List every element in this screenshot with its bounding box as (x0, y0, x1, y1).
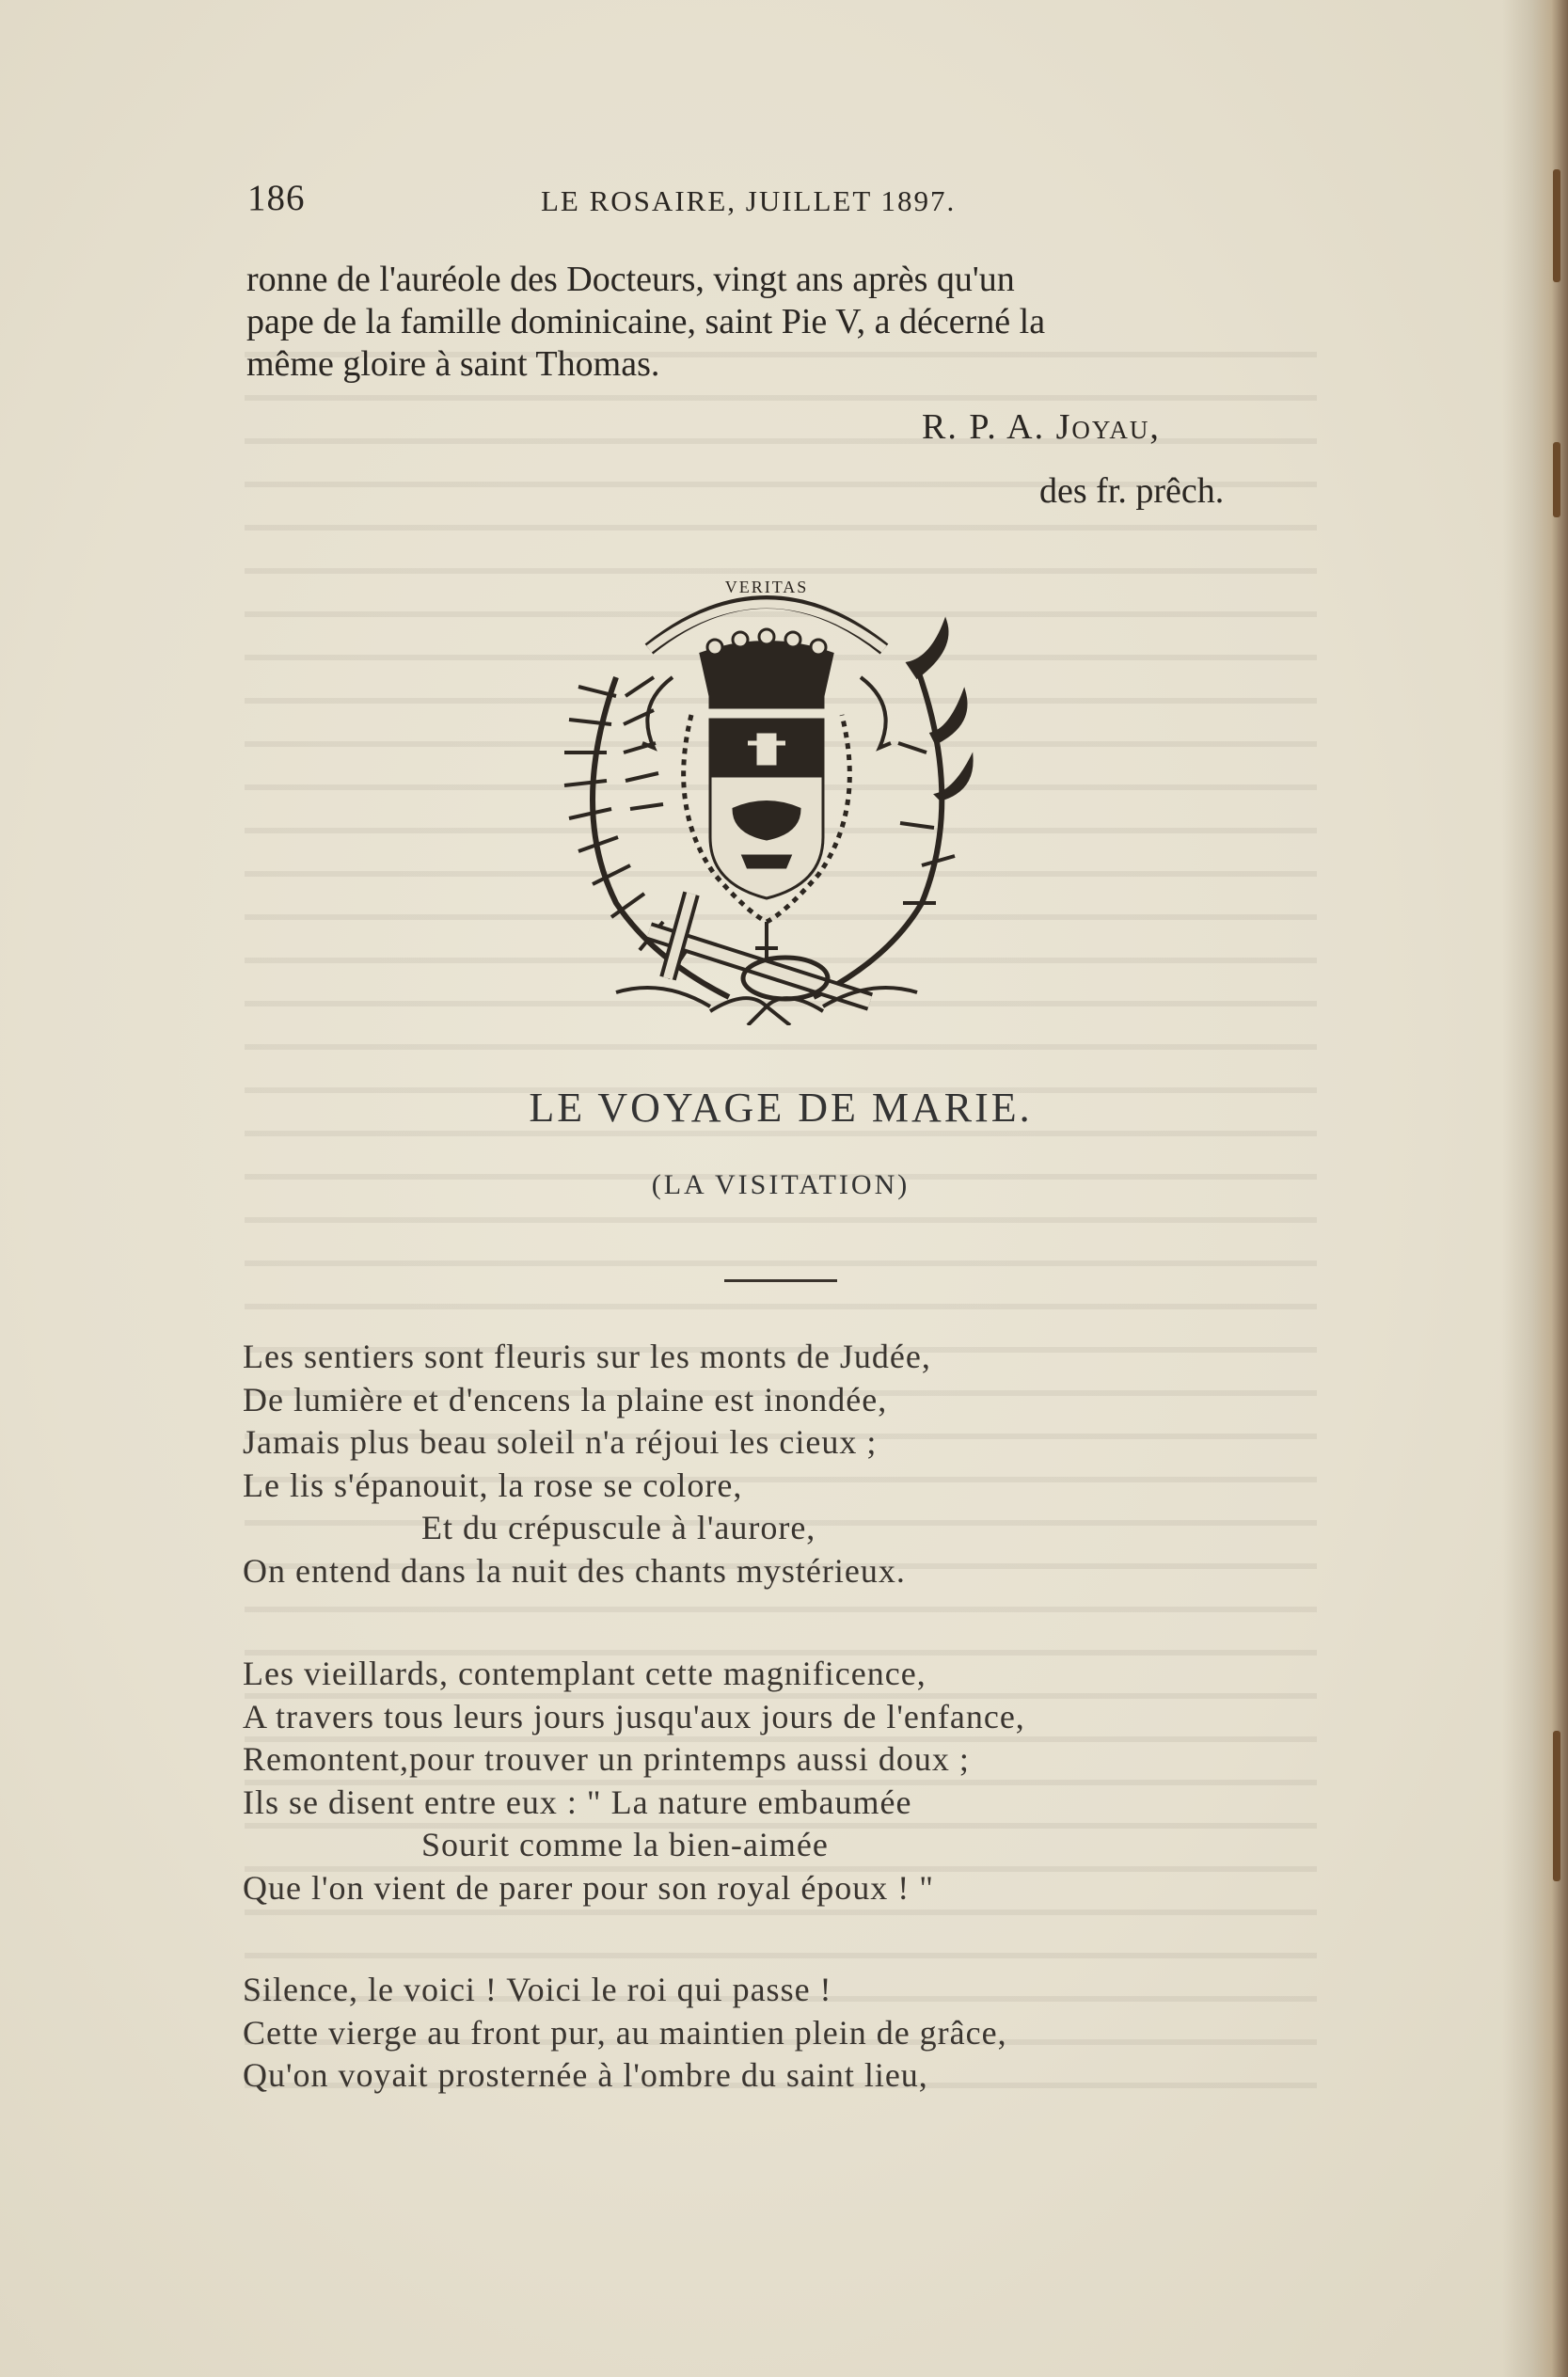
verse-line-indented: Sourit comme la bien-aimée (421, 1826, 829, 1863)
author-initials: R. P. A. (922, 407, 1056, 447)
verse-line: Silence, le voici ! Voici le roi qui passe ! (243, 1971, 832, 2008)
verse-line: Les vieillards, contemplant cette magnificence, (243, 1655, 927, 1692)
verse-line: A travers tous leurs jours jusqu'aux jours de l'enfance, (243, 1697, 1025, 1735)
prose-line: même gloire à saint Thomas. (246, 344, 660, 384)
verse-line: Que l'on vient de parer pour son royal époux ! " (243, 1868, 934, 1907)
verse-line: Cette vierge au front pur, au maintien plein de grâce, (243, 2013, 1007, 2052)
running-title: LE ROSAIRE, JUILLET 1897. (541, 184, 957, 217)
verse-line: Les sentiers sont fleuris sur les monts de Judée, (243, 1338, 931, 1375)
page-edge-shadow (1502, 0, 1568, 2377)
verse-line: Ils se disent entre eux : " La nature embaumée (243, 1783, 912, 1821)
binding-mark (1553, 442, 1560, 517)
poem-title: LE VOYAGE DE MARIE. (529, 1085, 1033, 1131)
verse-line-indented: Et du crépuscule à l'aurore, (421, 1509, 816, 1546)
verse-line: On entend dans la nuit des chants mystérieux. (243, 1551, 906, 1590)
verse-line: Qu'on voyait prosternée à l'ombre du saint lieu, (243, 2056, 928, 2094)
poem-stanza (243, 1969, 1007, 2098)
section-rule (724, 1279, 837, 1282)
crest-motto: VERITAS (724, 578, 809, 596)
poem-subtitle: (LA VISITATION) (651, 1169, 911, 1200)
author-title: des fr. prêch. (1039, 471, 1225, 511)
prose-line: pape de la famille dominicaine, saint Pie V, a décerné la (246, 302, 1046, 341)
binding-mark (1553, 169, 1560, 282)
author-signature (922, 406, 1161, 448)
coat-of-arms-icon (560, 564, 974, 1025)
page-number: 186 (247, 178, 306, 218)
verse-line: Jamais plus beau soleil n'a réjoui les cieux ; (243, 1423, 878, 1461)
author-surname: Joyau, (1055, 407, 1161, 447)
binding-mark (1553, 1731, 1560, 1881)
verse-line: Remontent,pour trouver un printemps aussi doux ; (243, 1740, 970, 1778)
prose-paragraph (246, 259, 1338, 386)
prose-line: ronne de l'auréole des Docteurs, vingt ans après qu'un (246, 260, 1015, 299)
verse-line: Le lis s'épanouit, la rose se colore, (243, 1466, 743, 1504)
poem-stanza (243, 1336, 931, 1593)
verse-line: De lumière et d'encens la plaine est inondée, (243, 1380, 888, 1418)
poem-stanza (243, 1653, 1025, 1910)
